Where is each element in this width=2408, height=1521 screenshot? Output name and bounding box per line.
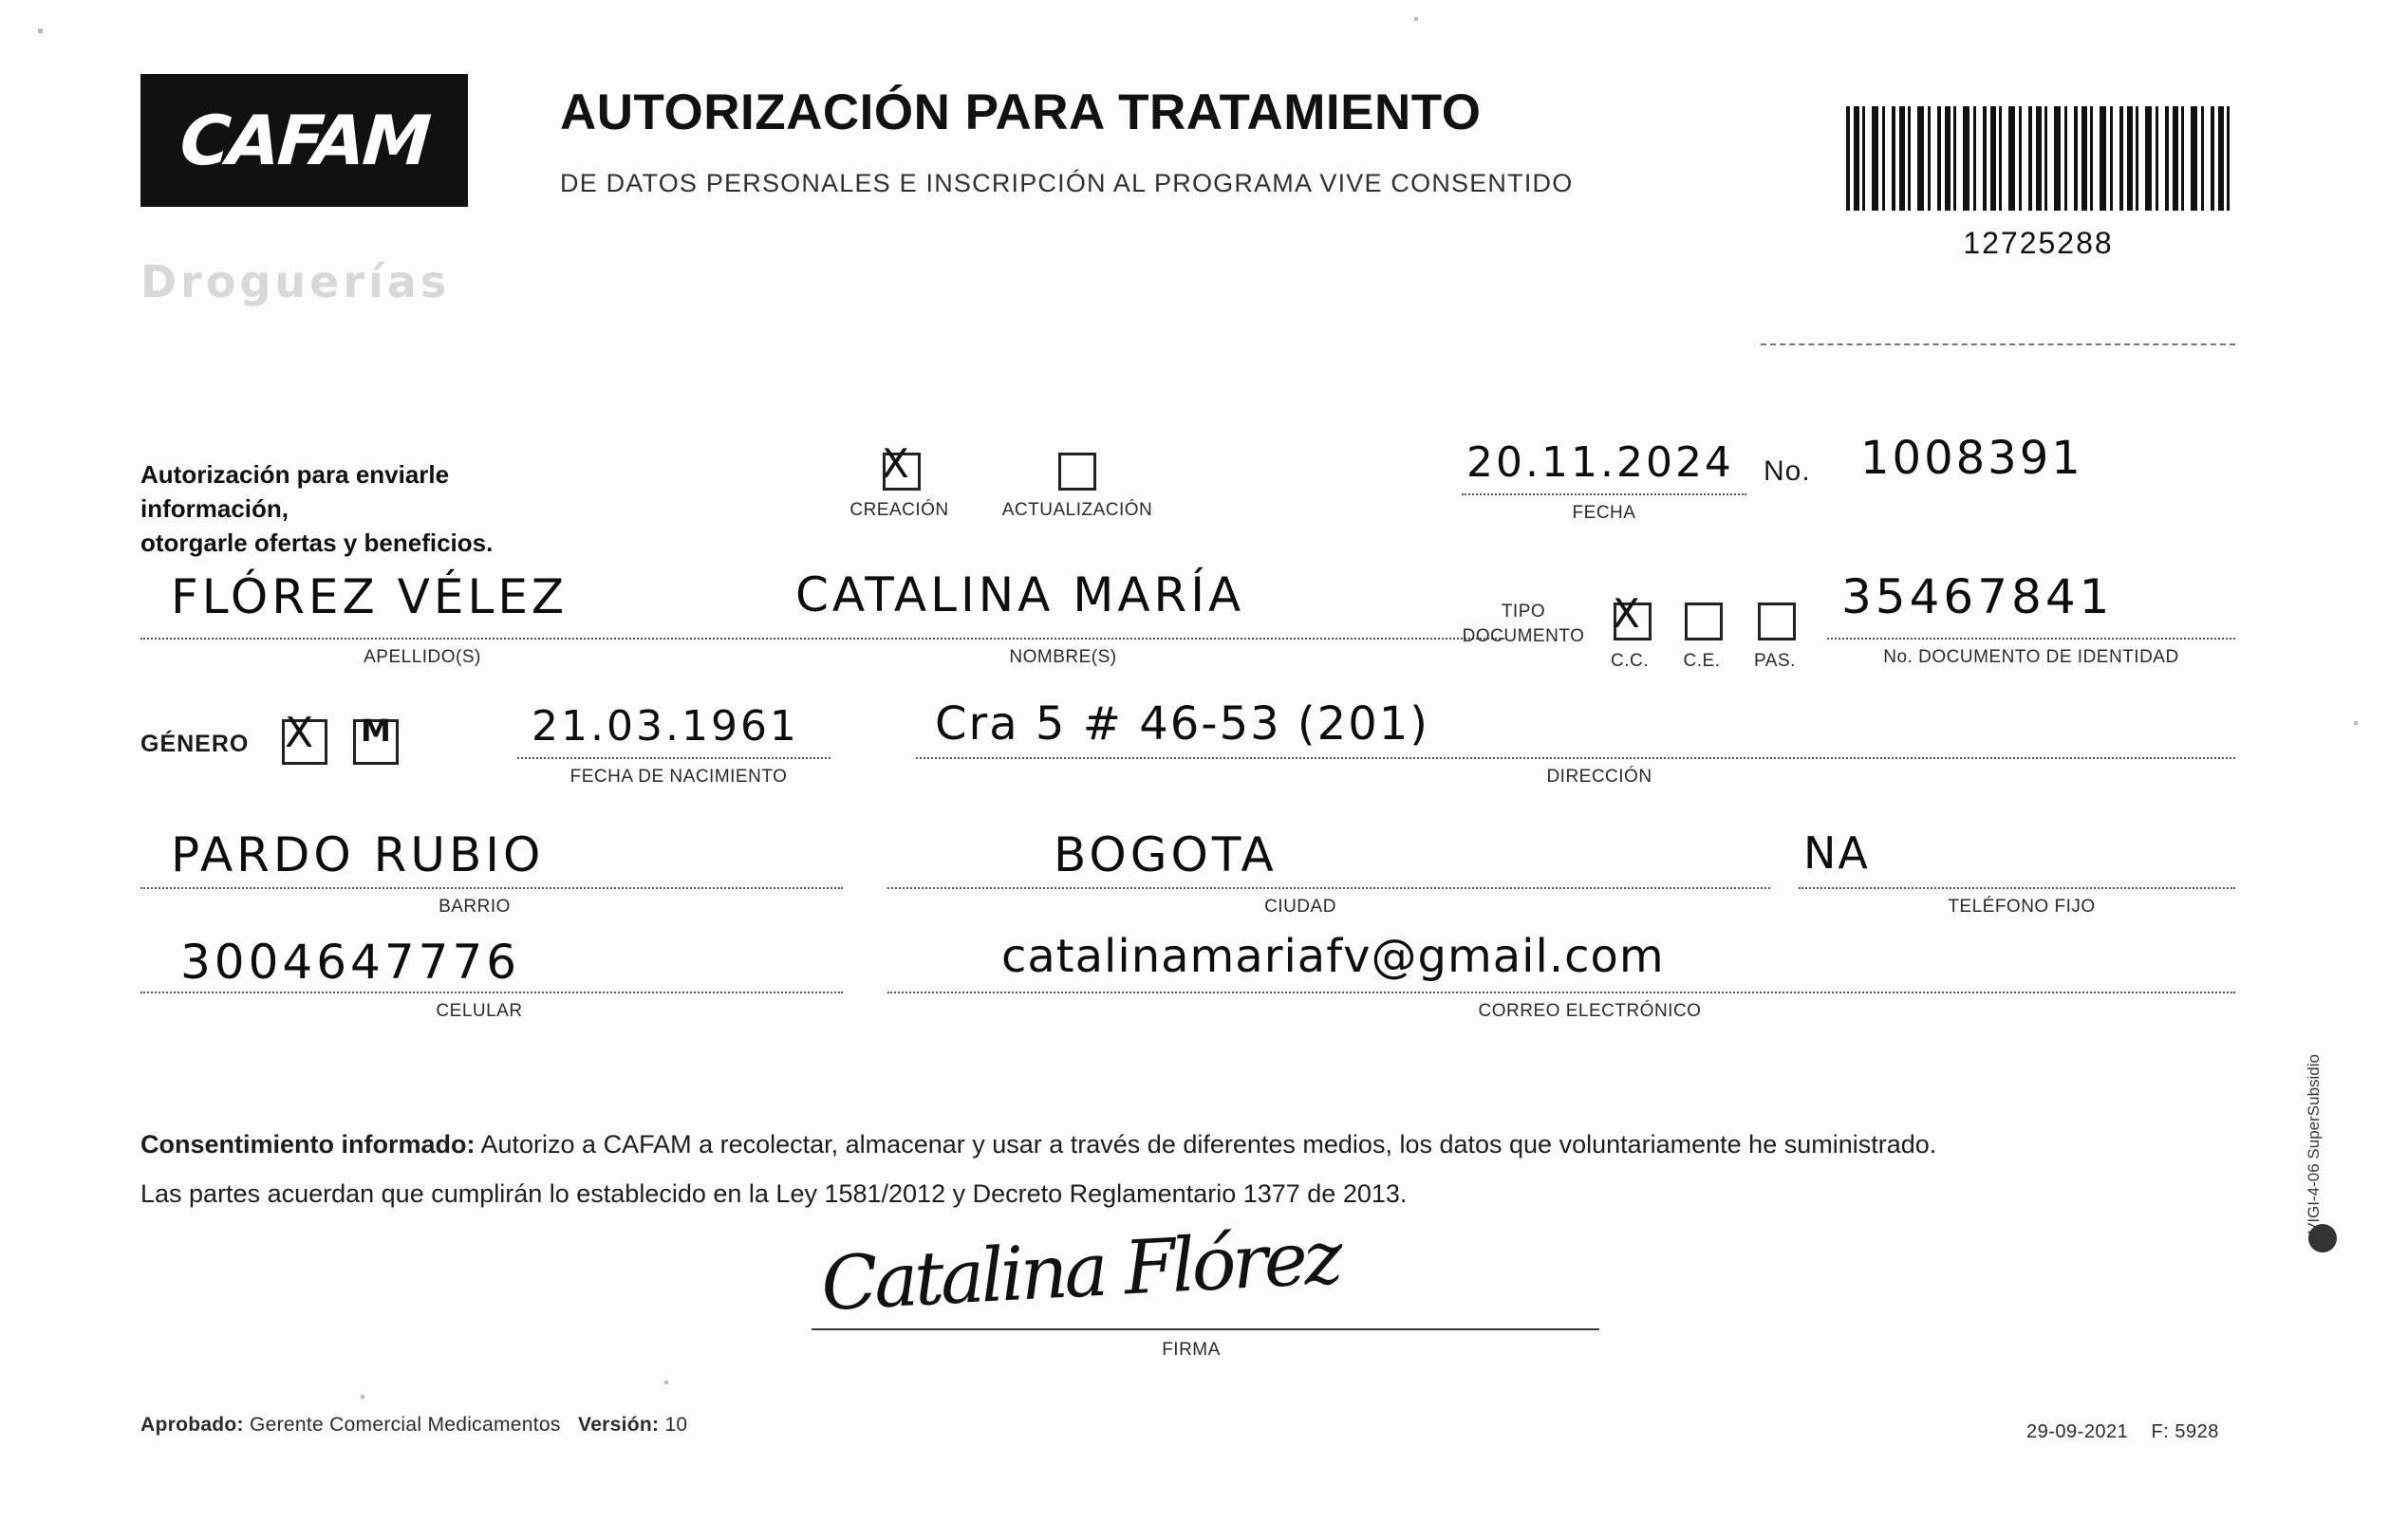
- signature-rule: [812, 1328, 1599, 1330]
- label-telefono-fijo: TELÉFONO FIJO: [1948, 897, 2096, 917]
- consent-heading: Consentimiento informado:: [140, 1130, 476, 1159]
- label-barrio: BARRIO: [439, 897, 511, 917]
- consent-text-line1: Autorizo a CAFAM a recolectar, almacenar y usar a través de diferentes medios, los datos que voluntariamente he suministrado.: [475, 1130, 1937, 1159]
- label-apellidos: APELLIDO(S): [364, 647, 481, 667]
- label-ciudad: CIUDAD: [1264, 897, 1336, 917]
- field-correo-rule: [887, 992, 2235, 993]
- footer-version-label: Versión:: [578, 1414, 660, 1436]
- label-celular: CELULAR: [436, 1001, 523, 1021]
- label-nombres: NOMBRE(S): [1009, 647, 1117, 667]
- field-ciudad-value[interactable]: BOGOTA: [1054, 827, 1278, 882]
- checkbox-creacion[interactable]: [882, 440, 921, 491]
- checkbox-actualizacion[interactable]: [1058, 453, 1096, 491]
- scan-speck: [361, 1395, 364, 1399]
- field-celular-value[interactable]: 3004647776: [180, 935, 521, 990]
- cafam-logo-text: CAFAM: [177, 101, 431, 180]
- barcode-icon: [1846, 106, 2231, 211]
- signature-mark: Catalina Flórez: [819, 1215, 1342, 1328]
- label-fecha: FECHA: [1572, 503, 1636, 523]
- authorization-statement-line1: Autorización para enviarle información,: [140, 460, 450, 523]
- checkbox-creacion-mark: X: [882, 440, 909, 487]
- field-apellidos-value[interactable]: FLÓREZ VÉLEZ: [171, 569, 569, 624]
- authorization-statement-line2: otorgarle ofertas y beneficios.: [140, 529, 494, 557]
- field-telefono-fijo-value[interactable]: NA: [1803, 827, 1870, 879]
- field-ciudad-rule: [887, 887, 1770, 889]
- footer-version-value: 10: [664, 1414, 688, 1436]
- consent-text-line2: Las partes acuerdan que cumplirán lo establecido en la Ley 1581/2012 y Decreto Reglamentario 1377 de 2013.: [140, 1179, 1408, 1208]
- field-fecha-nacimiento-value[interactable]: 21.03.1961: [532, 702, 799, 751]
- checkbox-ce[interactable]: [1685, 603, 1723, 640]
- label-tipo-documento: [1447, 600, 1599, 649]
- field-fecha-value[interactable]: 20.11.2024: [1466, 438, 1734, 487]
- field-direccion-rule: [916, 757, 2235, 759]
- field-barrio-value[interactable]: PARDO RUBIO: [171, 827, 545, 882]
- field-telefono-fijo-rule: [1799, 887, 2235, 889]
- footer-code: F: 5928: [2151, 1421, 2219, 1442]
- footer-form-code: [2026, 1421, 2219, 1443]
- checkbox-genero-femenino-mark: X: [285, 709, 314, 757]
- label-actualizacion: ACTUALIZACIÓN: [1001, 500, 1153, 520]
- scan-speck: [38, 28, 43, 33]
- field-numero-value: 1008391: [1860, 432, 2083, 485]
- field-direccion-value[interactable]: Cra 5 # 46-53 (201): [935, 697, 1429, 751]
- label-cc: C.C.: [1611, 651, 1649, 671]
- field-fecha-rule: [1462, 493, 1746, 495]
- checkbox-genero-masculino-mark: M: [361, 713, 391, 749]
- checkbox-genero-femenino[interactable]: [282, 709, 327, 765]
- field-barrio-rule: [140, 887, 843, 889]
- scan-speck: [664, 1381, 668, 1384]
- footer-aprobado-value: Gerente Comercial Medicamentos: [250, 1414, 561, 1436]
- checkbox-pasaporte[interactable]: [1758, 603, 1796, 640]
- field-celular-rule: [140, 992, 843, 993]
- checkbox-cc-mark: X: [1613, 590, 1640, 637]
- label-correo: CORREO ELECTRÓNICO: [1478, 1001, 1702, 1021]
- label-pasaporte: PAS.: [1754, 651, 1796, 671]
- scan-speck: [1414, 17, 1418, 21]
- document-subtitle: DE DATOS PERSONALES E INSCRIPCIÓN AL PROGRAMA VIVE CONSENTIDO: [560, 169, 1574, 197]
- footer-aprobado-label: Aprobado:: [140, 1414, 244, 1436]
- footer-date-code: 29-09-2021: [2026, 1421, 2129, 1442]
- barcode-number: 12725288: [1963, 226, 2114, 260]
- document-title: AUTORIZACIÓN PARA TRATAMIENTO: [560, 84, 1482, 140]
- label-fecha-nacimiento: FECHA DE NACIMIENTO: [569, 767, 788, 787]
- field-correo-value[interactable]: catalinamariafv@gmail.com: [1001, 930, 1665, 983]
- scan-speck: [2354, 721, 2358, 725]
- cafam-droguerias-label: Droguerías: [140, 256, 451, 307]
- cafam-logo: [140, 74, 468, 207]
- label-genero: GÉNERO: [140, 731, 250, 757]
- authorization-statement: [140, 457, 587, 560]
- field-fecha-nacimiento-rule: [517, 757, 831, 759]
- consent-paragraph: [140, 1120, 2238, 1218]
- label-creacion: CREACIÓN: [849, 500, 949, 520]
- checkbox-cc[interactable]: [1613, 590, 1652, 640]
- label-direccion: DIRECCIÓN: [1546, 767, 1652, 787]
- label-tipo-documento-line2: DOCUMENTO: [1462, 626, 1585, 646]
- footer-vertical-code: VIGI-4-06 SuperSubsidio: [2305, 1054, 2323, 1233]
- label-tipo-documento-line1: TIPO: [1501, 602, 1546, 621]
- label-numero: No.: [1764, 455, 1811, 487]
- field-documento-value[interactable]: 35467841: [1841, 569, 2114, 624]
- footer-approval: [140, 1414, 687, 1437]
- field-nombre-rule: [140, 638, 1507, 640]
- label-documento: No. DOCUMENTO DE IDENTIDAD: [1883, 647, 2179, 667]
- label-firma: FIRMA: [1162, 1340, 1221, 1360]
- consent-first-line: [140, 1120, 2238, 1169]
- header-divider: [1761, 343, 2235, 345]
- label-ce: C.E.: [1683, 651, 1721, 671]
- field-nombres-value[interactable]: CATALINA MARÍA: [795, 567, 1245, 622]
- checkbox-genero-masculino[interactable]: [353, 713, 399, 765]
- field-documento-rule: [1827, 638, 2235, 640]
